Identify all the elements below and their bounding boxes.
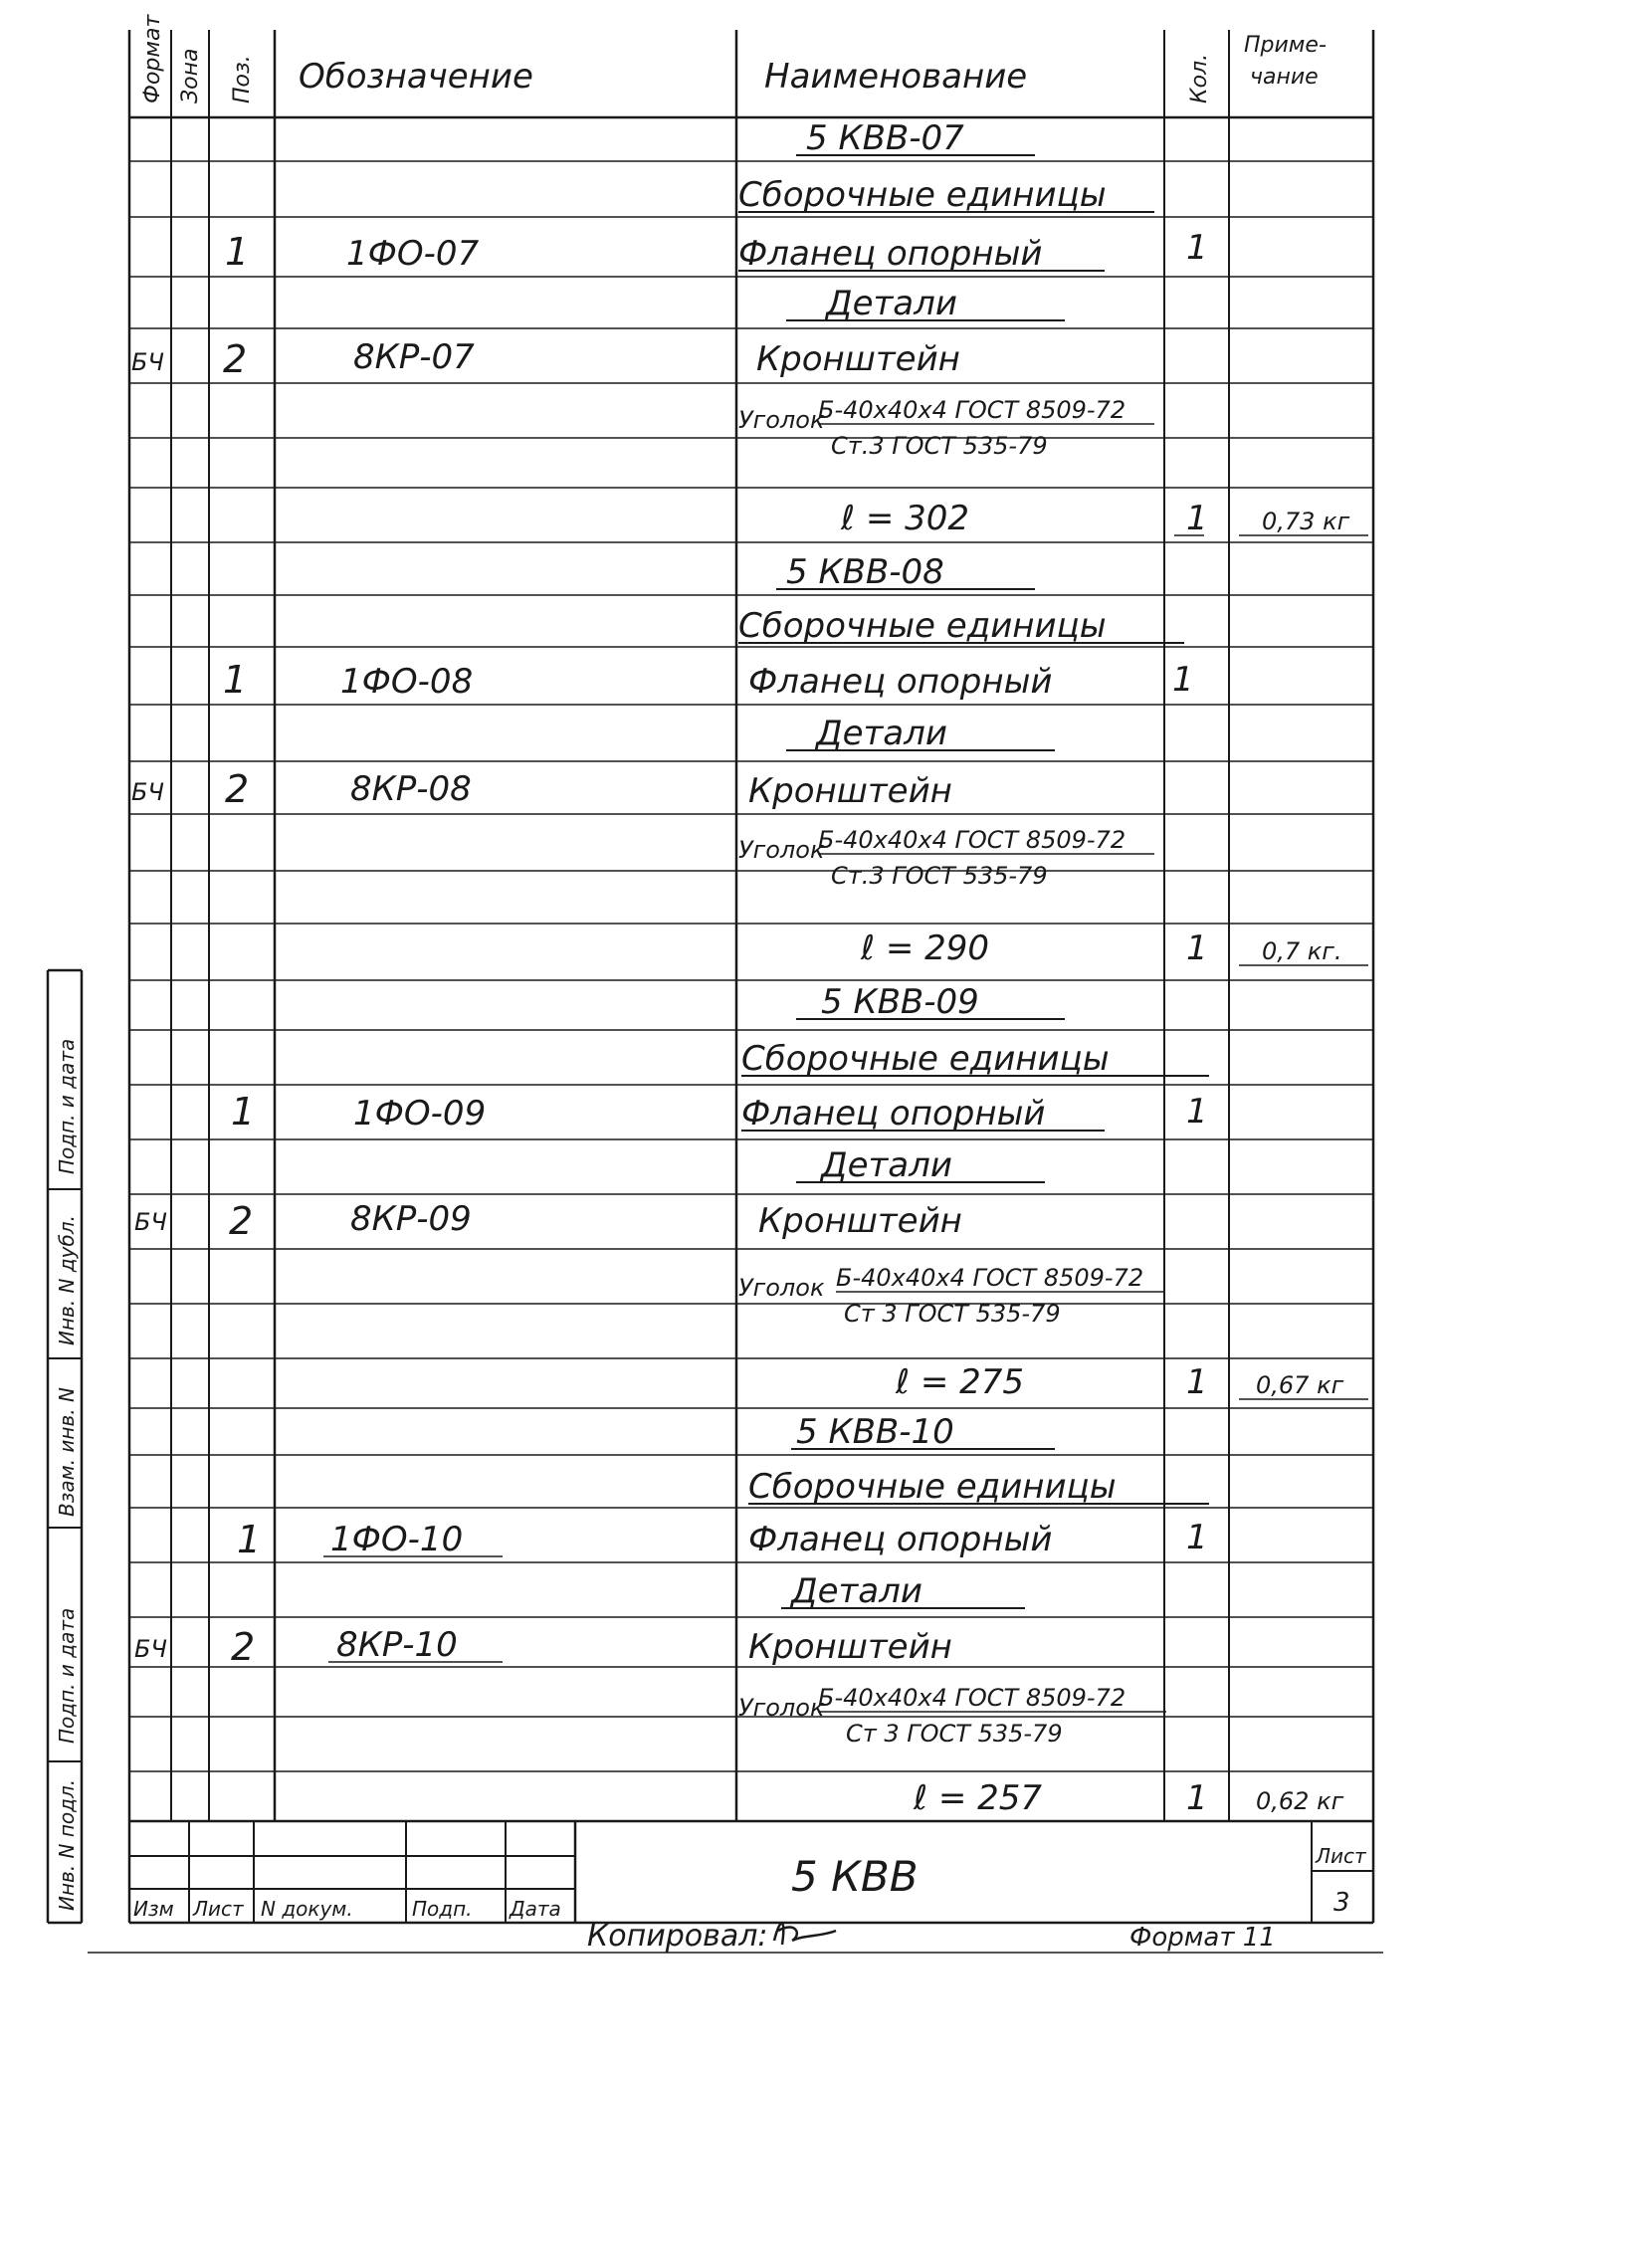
row-length: ℓ = 302 <box>841 499 970 538</box>
row-name: Фланец опорный <box>738 234 1043 274</box>
row-pos: 2 <box>229 1199 254 1243</box>
row-pos: 1 <box>223 658 248 702</box>
footer-format: Формат 11 <box>1129 1923 1276 1953</box>
header-note-line1: Приме- <box>1244 33 1327 58</box>
row-format: БЧ <box>131 348 164 376</box>
side-podp-data-top: Подп. и дата <box>55 1038 79 1174</box>
row-qty: 1 <box>1186 1362 1208 1402</box>
tb-sheet-label: Лист <box>1316 1844 1366 1868</box>
row-pos: 1 <box>225 230 250 274</box>
row-qty: 1 <box>1186 228 1208 268</box>
row-name: Фланец опорный <box>741 1094 1046 1134</box>
row-designation: 8КР-07 <box>353 337 475 377</box>
material-prefix: Уголок <box>738 836 825 864</box>
row-designation: 8КР-10 <box>336 1625 458 1665</box>
section-details: Детали <box>821 1145 952 1185</box>
header-pos: Поз. <box>230 55 255 103</box>
tb-list: Лист <box>193 1897 244 1921</box>
header-format: Формат <box>140 14 165 103</box>
table-body <box>131 118 1368 1818</box>
row-name: Фланец опорный <box>748 662 1053 702</box>
material-grade: Ст 3 ГОСТ 535-79 <box>846 1720 1063 1748</box>
header-note-line2: чание <box>1250 65 1319 90</box>
row-designation: 1ФО-09 <box>353 1094 487 1134</box>
row-pos: 1 <box>237 1518 262 1561</box>
row-designation: 1ФО-07 <box>346 234 480 274</box>
tb-data: Дата <box>510 1897 561 1921</box>
tb-izm: Изм <box>133 1897 174 1921</box>
row-format: БЧ <box>131 778 164 806</box>
row-length: ℓ = 257 <box>914 1778 1043 1818</box>
assembly-title: 5 КВВ-09 <box>821 982 979 1022</box>
section-details: Детали <box>826 284 957 323</box>
column-header <box>140 14 1327 103</box>
material-prefix: Уголок <box>738 1694 825 1722</box>
material-grade: Ст.3 ГОСТ 535-79 <box>831 432 1048 460</box>
tb-podp: Подп. <box>412 1897 473 1921</box>
row-name: Фланец опорный <box>748 1520 1053 1559</box>
row-pos: 1 <box>231 1090 256 1134</box>
row-note: 0,7 кг. <box>1262 937 1342 965</box>
assembly-title: 5 КВВ-08 <box>786 552 944 592</box>
row-pos: 2 <box>231 1625 256 1669</box>
side-stamp <box>48 970 82 1923</box>
section-assemblies: Сборочные единицы <box>748 1467 1117 1507</box>
header-qty: Кол. <box>1187 53 1212 103</box>
row-note: 0,62 кг <box>1256 1787 1344 1815</box>
section-assemblies: Сборочные единицы <box>738 606 1107 646</box>
row-format: БЧ <box>134 1635 167 1663</box>
assembly-title: 5 КВВ-07 <box>806 118 964 158</box>
row-pos: 2 <box>225 767 250 811</box>
header-zone: Зона <box>178 48 203 103</box>
row-pos: 2 <box>223 337 248 381</box>
section-details: Детали <box>791 1571 922 1611</box>
section-assemblies: Сборочные единицы <box>738 175 1107 215</box>
section-assemblies: Сборочные единицы <box>741 1039 1110 1079</box>
row-name: Кронштейн <box>748 771 952 811</box>
row-format: БЧ <box>134 1208 167 1236</box>
row-designation: 1ФО-10 <box>330 1520 464 1559</box>
row-qty: 1 <box>1186 499 1208 538</box>
material-profile: Б-40х40х4 ГОСТ 8509-72 <box>818 826 1126 854</box>
row-name: Кронштейн <box>758 1201 962 1241</box>
material-profile: Б-40х40х4 ГОСТ 8509-72 <box>818 396 1126 424</box>
side-inv-podl: Инв. N подл. <box>55 1778 79 1911</box>
row-length: ℓ = 290 <box>861 928 990 968</box>
row-qty: 1 <box>1172 660 1194 700</box>
header-name: Наименование <box>764 57 1028 97</box>
title-block <box>129 1821 1373 1923</box>
row-name: Кронштейн <box>748 1627 952 1667</box>
row-length: ℓ = 275 <box>896 1362 1025 1402</box>
tb-sheet-number: 3 <box>1333 1888 1350 1918</box>
side-podp-data-bottom: Подп. и дата <box>55 1607 79 1744</box>
row-qty: 1 <box>1186 928 1208 968</box>
row-designation: 8КР-08 <box>350 769 472 809</box>
row-name: Кронштейн <box>756 339 960 379</box>
row-qty: 1 <box>1186 1092 1208 1132</box>
row-note: 0,67 кг <box>1256 1371 1344 1399</box>
row-qty: 1 <box>1186 1778 1208 1818</box>
row-designation: 1ФО-08 <box>340 662 474 702</box>
material-grade: Ст.3 ГОСТ 535-79 <box>831 862 1048 890</box>
row-note: 0,73 кг <box>1262 508 1350 535</box>
row-designation: 8КР-09 <box>350 1199 472 1239</box>
copyist-signature <box>774 1923 836 1945</box>
section-details: Детали <box>816 714 947 753</box>
material-prefix: Уголок <box>738 406 825 434</box>
header-designation: Обозначение <box>299 57 533 97</box>
footer-copied: Копировал: <box>587 1919 768 1954</box>
material-grade: Ст 3 ГОСТ 535-79 <box>844 1300 1061 1328</box>
material-profile: Б-40х40х4 ГОСТ 8509-72 <box>818 1684 1126 1712</box>
material-profile: Б-40х40х4 ГОСТ 8509-72 <box>836 1264 1144 1292</box>
side-vzam-inv: Взам. инв. N <box>55 1387 79 1517</box>
assembly-title: 5 КВВ-10 <box>796 1412 954 1452</box>
tb-n-dokum: N докум. <box>261 1897 353 1921</box>
material-prefix: Уголок <box>738 1274 825 1302</box>
row-qty: 1 <box>1186 1518 1208 1557</box>
side-inv-dubl: Инв. N дубл. <box>55 1215 79 1345</box>
document-code: 5 КВВ <box>791 1852 919 1901</box>
